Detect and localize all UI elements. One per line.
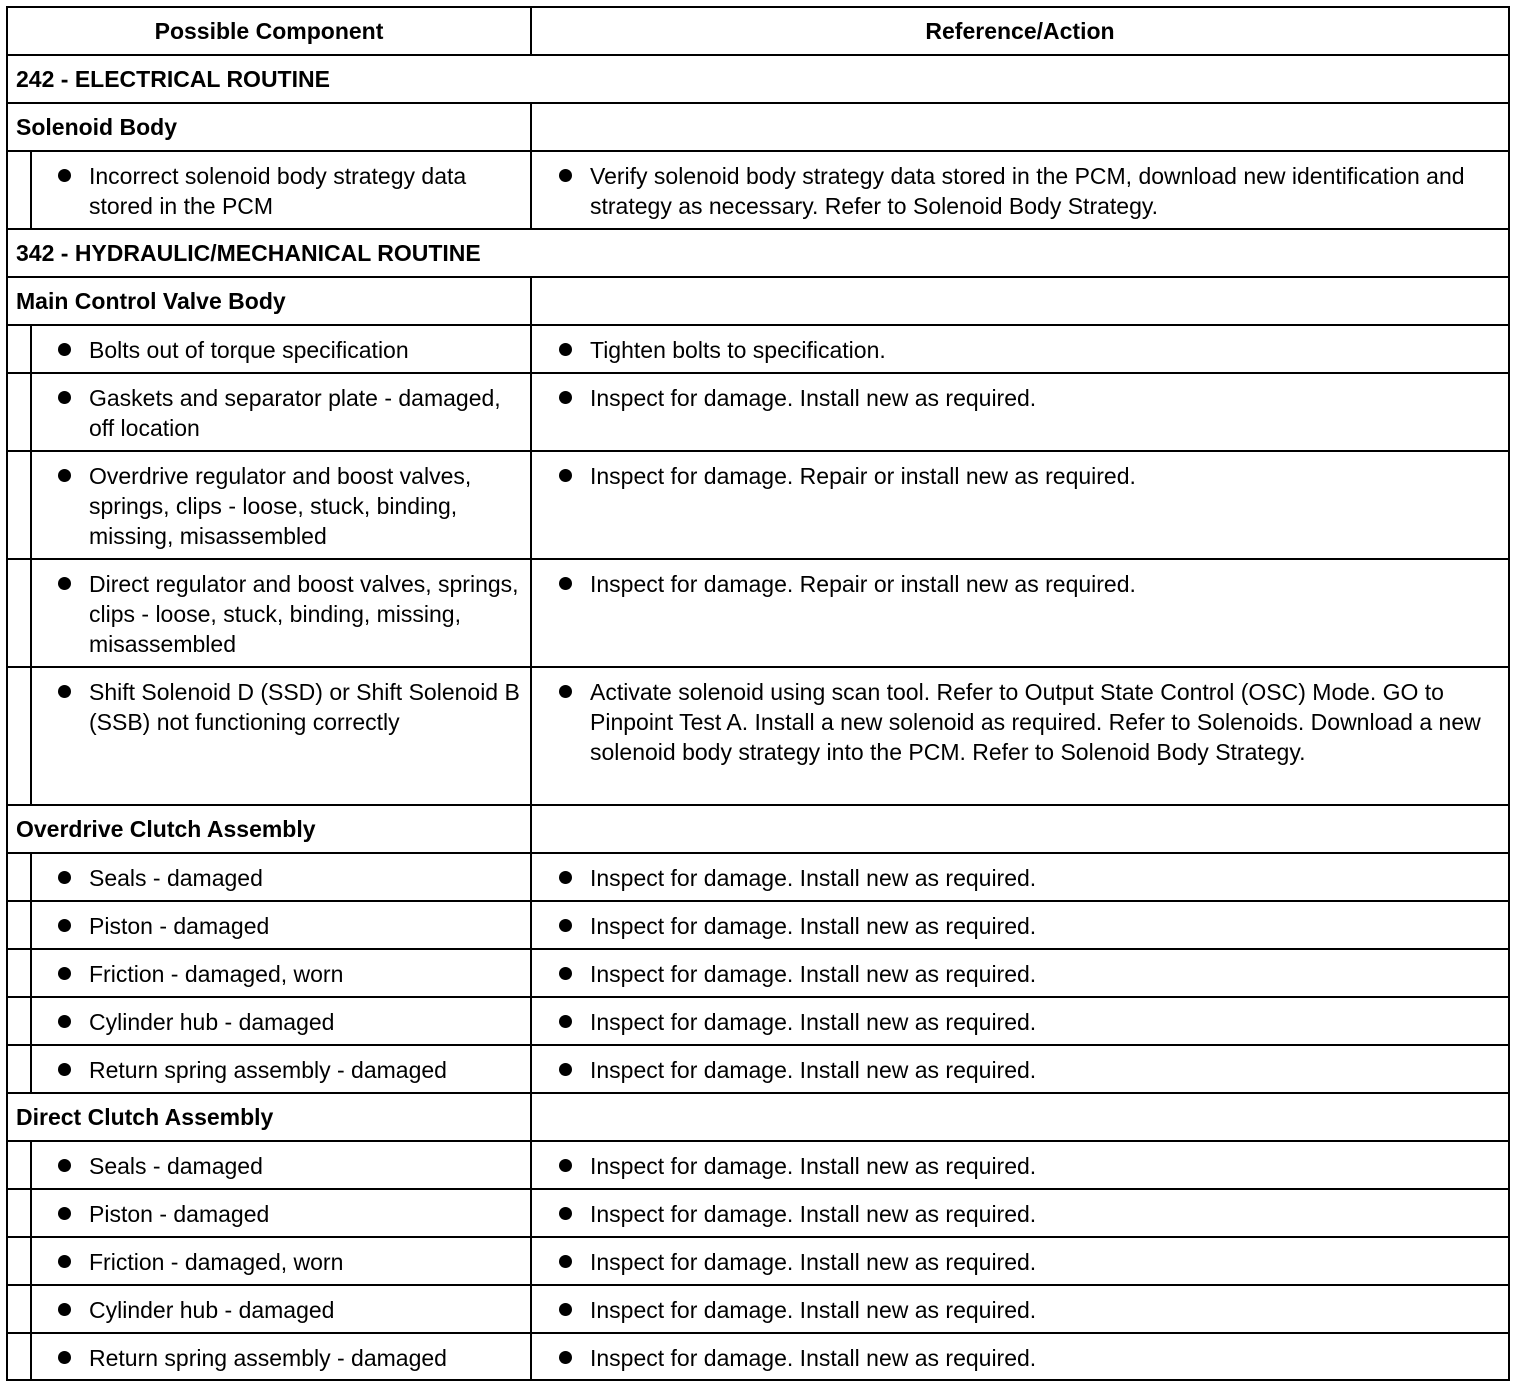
action-text: Inspect for damage. Install new as required.: [590, 913, 1037, 939]
component-cell: [31, 373, 531, 451]
component-text: Seals - damaged: [89, 1153, 263, 1179]
action-cell: [531, 667, 1509, 805]
component-text: Direct regulator and boost valves, springs, clips - loose, stuck, binding, missing, misassembled: [89, 571, 519, 657]
group-row: [7, 103, 1509, 151]
table-row: [7, 997, 1509, 1045]
group-title: Main Control Valve Body: [7, 277, 531, 325]
indent-gutter: [7, 1285, 31, 1333]
indent-gutter: [7, 1333, 31, 1380]
action-text: Inspect for damage. Repair or install new as required.: [590, 571, 1136, 597]
indent-gutter: [7, 1141, 31, 1189]
bullet-icon: [559, 1063, 572, 1076]
component-text: Piston - damaged: [89, 1201, 270, 1227]
component-text: Cylinder hub - damaged: [89, 1297, 335, 1323]
group-action-empty: [531, 103, 1509, 151]
component-cell: [31, 1141, 531, 1189]
indent-gutter: [7, 1237, 31, 1285]
table-row: [7, 1237, 1509, 1285]
action-cell: [531, 1189, 1509, 1237]
indent-gutter: [7, 1045, 31, 1093]
table-row: [7, 1141, 1509, 1189]
diagnostic-table: [6, 6, 1510, 1381]
indent-gutter: [7, 853, 31, 901]
action-text: Inspect for damage. Install new as required.: [590, 1345, 1037, 1371]
group-action-empty: [531, 1093, 1509, 1141]
component-text: Incorrect solenoid body strategy data stored in the PCM: [89, 163, 467, 219]
action-text: Inspect for damage. Install new as required.: [590, 1249, 1037, 1275]
action-text: Inspect for damage. Install new as required.: [590, 1057, 1037, 1083]
component-cell: [31, 853, 531, 901]
indent-gutter: [7, 1189, 31, 1237]
bullet-icon: [559, 1015, 572, 1028]
table-row: [7, 1045, 1509, 1093]
component-cell: [31, 901, 531, 949]
bullet-icon: [559, 685, 572, 698]
action-cell: [531, 1285, 1509, 1333]
action-text: Inspect for damage. Install new as required.: [590, 1009, 1037, 1035]
indent-gutter: [7, 901, 31, 949]
indent-gutter: [7, 559, 31, 667]
indent-gutter: [7, 667, 31, 805]
action-text: Inspect for damage. Install new as required.: [590, 385, 1037, 411]
component-text: Piston - damaged: [89, 913, 270, 939]
action-text: Inspect for damage. Install new as required.: [590, 1201, 1037, 1227]
group-row: [7, 1093, 1509, 1141]
action-cell: [531, 1237, 1509, 1285]
bullet-icon: [559, 469, 572, 482]
component-text: Overdrive regulator and boost valves, springs, clips - loose, stuck, binding, missing, misassembled: [89, 463, 472, 549]
table-row: [7, 151, 1509, 229]
group-action-empty: [531, 277, 1509, 325]
table-row: [7, 853, 1509, 901]
action-cell: [531, 373, 1509, 451]
indent-gutter: [7, 997, 31, 1045]
action-cell: [531, 1333, 1509, 1380]
header-row: [7, 7, 1509, 55]
bullet-icon: [559, 1255, 572, 1268]
component-cell: [31, 1045, 531, 1093]
action-text: Verify solenoid body strategy data stored in the PCM, download new identification and strategy as necessary. Refer to Solenoid Body Strategy.: [590, 163, 1465, 219]
indent-gutter: [7, 373, 31, 451]
action-cell: [531, 325, 1509, 373]
bullet-icon: [559, 169, 572, 182]
group-row: [7, 805, 1509, 853]
section-title: 242 - ELECTRICAL ROUTINE: [7, 55, 1509, 103]
action-cell: [531, 1141, 1509, 1189]
group-title: Solenoid Body: [7, 103, 531, 151]
component-cell: [31, 1237, 531, 1285]
component-text: Return spring assembly - damaged: [89, 1345, 447, 1371]
table-row: [7, 1189, 1509, 1237]
action-text: Inspect for damage. Install new as required.: [590, 865, 1037, 891]
table-row: [7, 559, 1509, 667]
component-cell: [31, 559, 531, 667]
component-text: Seals - damaged: [89, 865, 263, 891]
header-possible-component: Possible Component: [7, 7, 531, 55]
section-row: [7, 229, 1509, 277]
action-text: Inspect for damage. Install new as required.: [590, 1297, 1037, 1323]
group-title: Overdrive Clutch Assembly: [7, 805, 531, 853]
component-text: Friction - damaged, worn: [89, 1249, 344, 1275]
table-row: [7, 325, 1509, 373]
bullet-icon: [559, 1159, 572, 1172]
bullet-icon: [559, 391, 572, 404]
action-cell: [531, 151, 1509, 229]
table-row: [7, 949, 1509, 997]
indent-gutter: [7, 151, 31, 229]
group-row: [7, 277, 1509, 325]
action-cell: [531, 451, 1509, 559]
bullet-icon: [559, 343, 572, 356]
action-text: Inspect for damage. Install new as required.: [590, 961, 1037, 987]
bullet-icon: [559, 919, 572, 932]
bullet-icon: [559, 871, 572, 884]
action-text: Inspect for damage. Install new as required.: [590, 1153, 1037, 1179]
header-reference-action: Reference/Action: [531, 7, 1509, 55]
bullet-icon: [559, 577, 572, 590]
component-cell: [31, 151, 531, 229]
table-row: [7, 1285, 1509, 1333]
action-cell: [531, 997, 1509, 1045]
section-title: 342 - HYDRAULIC/MECHANICAL ROUTINE: [7, 229, 1509, 277]
group-title: Direct Clutch Assembly: [7, 1093, 531, 1141]
component-cell: [31, 1333, 531, 1380]
component-text: Return spring assembly - damaged: [89, 1057, 447, 1083]
component-cell: [31, 451, 531, 559]
table-row: [7, 451, 1509, 559]
component-cell: [31, 997, 531, 1045]
component-cell: [31, 667, 531, 805]
action-text: Inspect for damage. Repair or install new as required.: [590, 463, 1136, 489]
component-text: Shift Solenoid D (SSD) or Shift Solenoid B (SSB) not functioning correctly: [89, 679, 520, 735]
indent-gutter: [7, 325, 31, 373]
indent-gutter: [7, 949, 31, 997]
bullet-icon: [559, 1207, 572, 1220]
table-row: [7, 373, 1509, 451]
component-cell: [31, 325, 531, 373]
action-text: Activate solenoid using scan tool. Refer to Output State Control (OSC) Mode. GO to Pinpoint Test A. Install a new solenoid as required. Refer to Solenoids. Download a new solenoid body strategy into the PCM. Refer to Solenoid Body Strategy.: [590, 679, 1481, 765]
table-row: [7, 1333, 1509, 1380]
bullet-icon: [559, 1351, 572, 1364]
bullet-icon: [559, 1303, 572, 1316]
component-text: Bolts out of torque specification: [89, 337, 409, 363]
table-row: [7, 667, 1509, 805]
bullet-icon: [559, 967, 572, 980]
action-cell: [531, 949, 1509, 997]
action-cell: [531, 1045, 1509, 1093]
action-cell: [531, 853, 1509, 901]
table-row: [7, 901, 1509, 949]
group-action-empty: [531, 805, 1509, 853]
action-text: Tighten bolts to specification.: [590, 337, 886, 363]
component-text: Cylinder hub - damaged: [89, 1009, 335, 1035]
component-cell: [31, 1285, 531, 1333]
component-text: Gaskets and separator plate - damaged, off location: [89, 385, 501, 441]
section-row: [7, 55, 1509, 103]
component-text: Friction - damaged, worn: [89, 961, 344, 987]
indent-gutter: [7, 451, 31, 559]
component-cell: [31, 1189, 531, 1237]
action-cell: [531, 559, 1509, 667]
action-cell: [531, 901, 1509, 949]
component-cell: [31, 949, 531, 997]
